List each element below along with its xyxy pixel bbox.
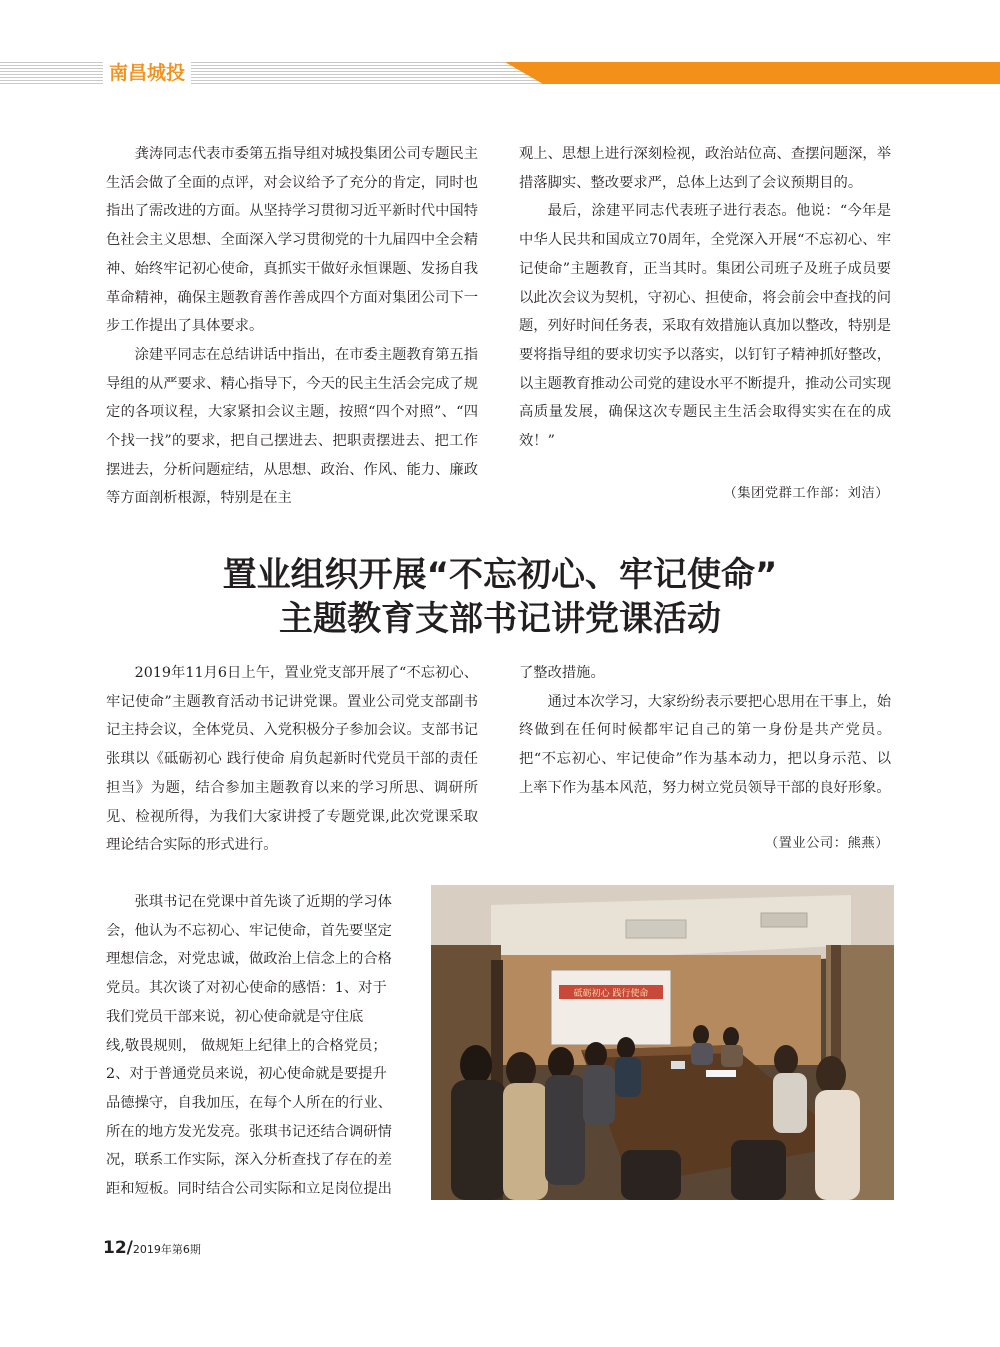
text-line: 会，他认为不忘初心、牢记使命，首先要坚定	[106, 922, 392, 939]
page-footer	[103, 1238, 201, 1258]
article2-signature: （置业公司：熊燕）	[764, 836, 889, 851]
text-line: 党员。其次谈了对初心使命的感悟：1、对于	[106, 980, 387, 997]
article1-column-left	[106, 140, 478, 513]
article2-wrap-text	[106, 888, 424, 1204]
article2-paragraph: 了整改措施。	[519, 665, 605, 681]
text-line: 距和短板。同时结合公司实际和立足岗位提出	[106, 1181, 392, 1198]
text-line: 2、对于普通党员来说，初心使命就是要提升	[106, 1066, 387, 1083]
text-line: 张琪书记在党课中首先谈了近期的学习体	[134, 894, 392, 910]
header-orange-band	[505, 62, 1000, 84]
text-line: 况，联系工作实际，深入分析查找了存在的差	[106, 1152, 392, 1169]
article2-title-line1: 置业组织开展“不忘初心、牢记使命”	[222, 555, 778, 595]
article1-column-right	[519, 140, 891, 456]
article2-title-line2: 主题教育支部书记讲党课活动	[279, 599, 721, 639]
article1-paragraph: 龚涛同志代表市委第五指导组对城投集团公司专题民主生活会做了全面的点评，对会议给予了充分的肯定，同时也指出了需改进的方面。从坚持学习贯彻习近平新时代中国特色社会主义思想、全面深入学习贯彻党的十九届四中全会精神、始终牢记初心使命，真抓实干做好永恒课题、发扬自我革命精神，确保主题教育善作善成四个方面对集团公司下一步工作提出了具体要求。	[106, 146, 478, 335]
article1-paragraph: 观上、思想上进行深刻检视，政治站位高、查摆问题深，举措落脚实、整改要求严，总体上达到了会议预期目的。	[519, 146, 891, 191]
text-line: 所在的地方发光发亮。张琪书记还结合调研情	[106, 1123, 392, 1140]
article2-column-left	[106, 659, 478, 860]
text-line: 品德操守，自我加压，在每个人所在的行业、	[106, 1094, 392, 1111]
section-label: 南昌城投	[103, 60, 191, 86]
text-line: 我们党员干部来说，初心使命就是守住底	[106, 1008, 364, 1025]
text-line: 理想信念，对党忠诚，做政治上信念上的合格	[106, 951, 392, 968]
page-number: 12/	[103, 1238, 133, 1258]
article2-paragraph: 通过本次学习，大家纷纷表示要把心思用在干事上，始终做到在任何时候都牢记自己的第一身份是共产党员。把“不忘初心、牢记使命”作为基本动力，把以身示范、以上率下作为基本风范，努力树立党员领导干部的良好形象。	[519, 693, 891, 796]
article1-paragraph: 涂建平同志在总结讲话中指出，在市委主题教育第五指导组的从严要求、精心指导下，今天的民主生活会完成了规定的各项议程，大家紧扣会议主题，按照“四个对照”、“四个找一找”的要求，把自己摆进去、把职责摆进去、把工作摆进去，分析问题症结，从思想、政治、作风、能力、廉政等方面剖析根源，特别是在主	[106, 346, 478, 507]
article1-signature: （集团党群工作部：刘洁）	[723, 486, 889, 501]
screen-banner-text: 砥砺初心 践行使命	[573, 989, 649, 999]
text-line: 线,敬畏规则， 做规矩上纪律上的合格党员；	[106, 1037, 387, 1054]
article2-column-right	[519, 659, 891, 803]
issue-label: 2019年第6期	[132, 1243, 201, 1256]
article1-paragraph: 最后，涂建平同志代表班子进行表态。他说：“今年是中华人民共和国成立70周年，全党深入开展“不忘初心、牢记使命”主题教育，正当其时。集团公司班子及班子成员要以此次会议为契机，守初心、担使命，将会前会中查找的问题，列好时间任务表，采取有效措施认真加以整改，特别是要将指导组的要求切实予以落实，以钉钉子精神抓好整改，以主题教育推动公司党的建设水平不断提升，推动公司实现高质量发展，确保这次专题民主生活会取得实实在在的成效！”	[519, 203, 891, 450]
header-stripe-band	[0, 62, 560, 84]
article2-paragraph: 2019年11月6日上午，置业党支部开展了“不忘初心、牢记使命”主题教育活动书记讲党课。置业公司党支部副书记主持会议，全体党员、入党积极分子参加会议。支部书记张琪以《砥砺初心 践行使命 肩负起新时代党员干部的责任担当》为题，结合参加主题教育以来的学习所思、调研所见、检视所得，为我们大家讲授了专题党课,此次党课采取理论结合实际的形式进行。	[106, 665, 478, 854]
meeting-photo	[431, 885, 894, 1200]
